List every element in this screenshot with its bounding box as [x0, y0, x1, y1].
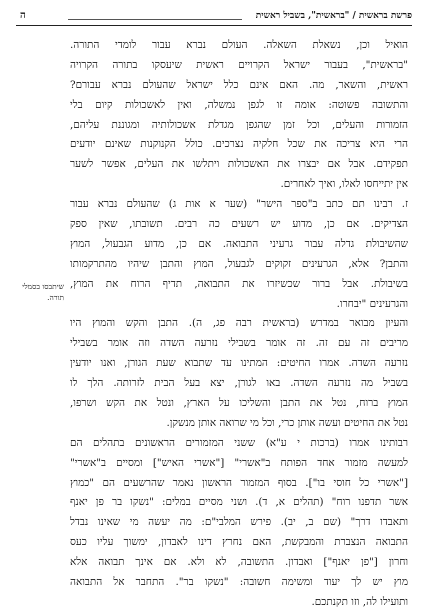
text-line: הצדיקים. אם כן, מדוע יש רשעים כה רבים. תשובתו, שאין ספק	[70, 218, 408, 231]
text-line: מוץ יש לך יעוד ומשימה חשובה: "נשקו בר". התחבר אל התבואה	[70, 576, 408, 589]
text-line: והתשובה פשוטה: אומה זו לגפן נמשלה, ואין לאשכולות קיום בלי	[70, 98, 408, 111]
text-line: הזמורות והעלים, וכל זמן שהגפן מגדלת אשכולותיה ומגוננת עליהם,	[70, 118, 408, 131]
header-rule	[68, 19, 242, 20]
running-header	[16, 9, 412, 26]
running-title: פרשת בראשית / "בראשית", בשביל ראשית	[255, 11, 412, 21]
text-line: והגרעינים "יבחרו.	[336, 297, 408, 310]
text-line: אין יתייחסו לאלו, ואיך לאחרים.	[280, 178, 408, 191]
text-line: התבואה הנצברת והמבקשת, האם נחרץ דינו לאבדון, ימשוך עליו כעס	[70, 536, 408, 549]
text-line: הואיל וכן, נשאלת השאלה. העולם נברא עבור לומדי התורה.	[70, 39, 408, 51]
text-line: ז. רבינו תם כתב ב"ספר הישר" (שער א אות ג) שהעולם נברא עבור	[70, 198, 408, 211]
text-line: הרי היא צריכה את שכל חלקיה נצרכים. כולל הקנוקנות שאינם יודעים	[70, 138, 408, 151]
text-line: ותאבדו דרך" (שם ב, יב). פירש המלבי"ם: מה יעשה מי שאינו נבדל	[70, 516, 408, 529]
text-line: ותועילו לה, וזו תקנתכם.	[311, 595, 408, 608]
page-number: ה	[20, 10, 26, 21]
text-line: והתבן? אלא, הגרעינים זקוקים לגבעול, המוץ והתבן שיהיו מהתרקמותו	[70, 257, 408, 270]
text-line: בשיבולת. אבל ברור שכשיזרו את התבואה, תדיף הרוח את המוץ,	[70, 277, 408, 290]
text-line: וחרון ["פן יאנף"] ואבדון. התשובה, לא ולא. אם אינך תבואה אלא	[70, 556, 408, 569]
text-line: ["אשרי כל חוסי בו"]. בסוף המזמור הראשון נאמר שהרשעים הם "כמוץ	[70, 476, 408, 489]
text-line: אשר תדפנו רוח" (תהלים א, ד). ושני מסיים במלים: "נשקו בר פן יאנף	[70, 496, 408, 509]
text-line: מריבים זה עם זה. זה אומר בשבילי נזרעה השדה וזה אומר בשבילי	[70, 337, 408, 350]
text-line: למעשה מזמור אחד הפותח ב"אשרי" ["אשרי האיש"] ומסיים ב"אשרי"	[70, 456, 408, 469]
margin-note: שיתבסו בסמלי תורה.	[22, 282, 64, 302]
text-line: רבותינו אמרו (ברכות י ע"א) ששני המזמורים הראשונים בתהלים הם	[70, 436, 408, 449]
text-line: בשביל מה נזרעה השדה. באו לגורן, יצא בעל הבית לזרותה. הלך לו	[70, 377, 408, 390]
text-line: "בראשית", בעבור ישראל הקרויים ראשית שיעסקו בתורה הקרויה	[70, 58, 408, 71]
text-line: נטל את החיטים ועשה אותן כרי, וכל מי שרואה אותן מנשקן.	[166, 416, 408, 429]
text-line: והעיון מבואר במדרש (בראשית רבה פג, ה). התבן והקש והמוץ היו	[70, 317, 408, 330]
text-line: ראשית, והשאר, מה. האם אינם כלל ישראל שהעולם נברא עבורם?	[70, 78, 408, 91]
text-line: נזרעה השדה. אמרו החיטים: המתינו עד שתבוא שעת הגורן, ואנו יודעין	[70, 357, 408, 370]
text-line: המוץ ברוח, נטל את התבן והשליכו על הארץ, ונטל את הקש ושרפו,	[70, 397, 408, 410]
text-line: תפקידם. אבל אם יבצרו את האשכולות ויתלשו את העלים, אפשר לשער	[70, 158, 408, 171]
text-line: שהשיבולת גדלה עבור גרעיני התבואה. אם כן, מדוע הגבעול, המוץ	[70, 237, 408, 250]
body-text	[70, 36, 408, 613]
